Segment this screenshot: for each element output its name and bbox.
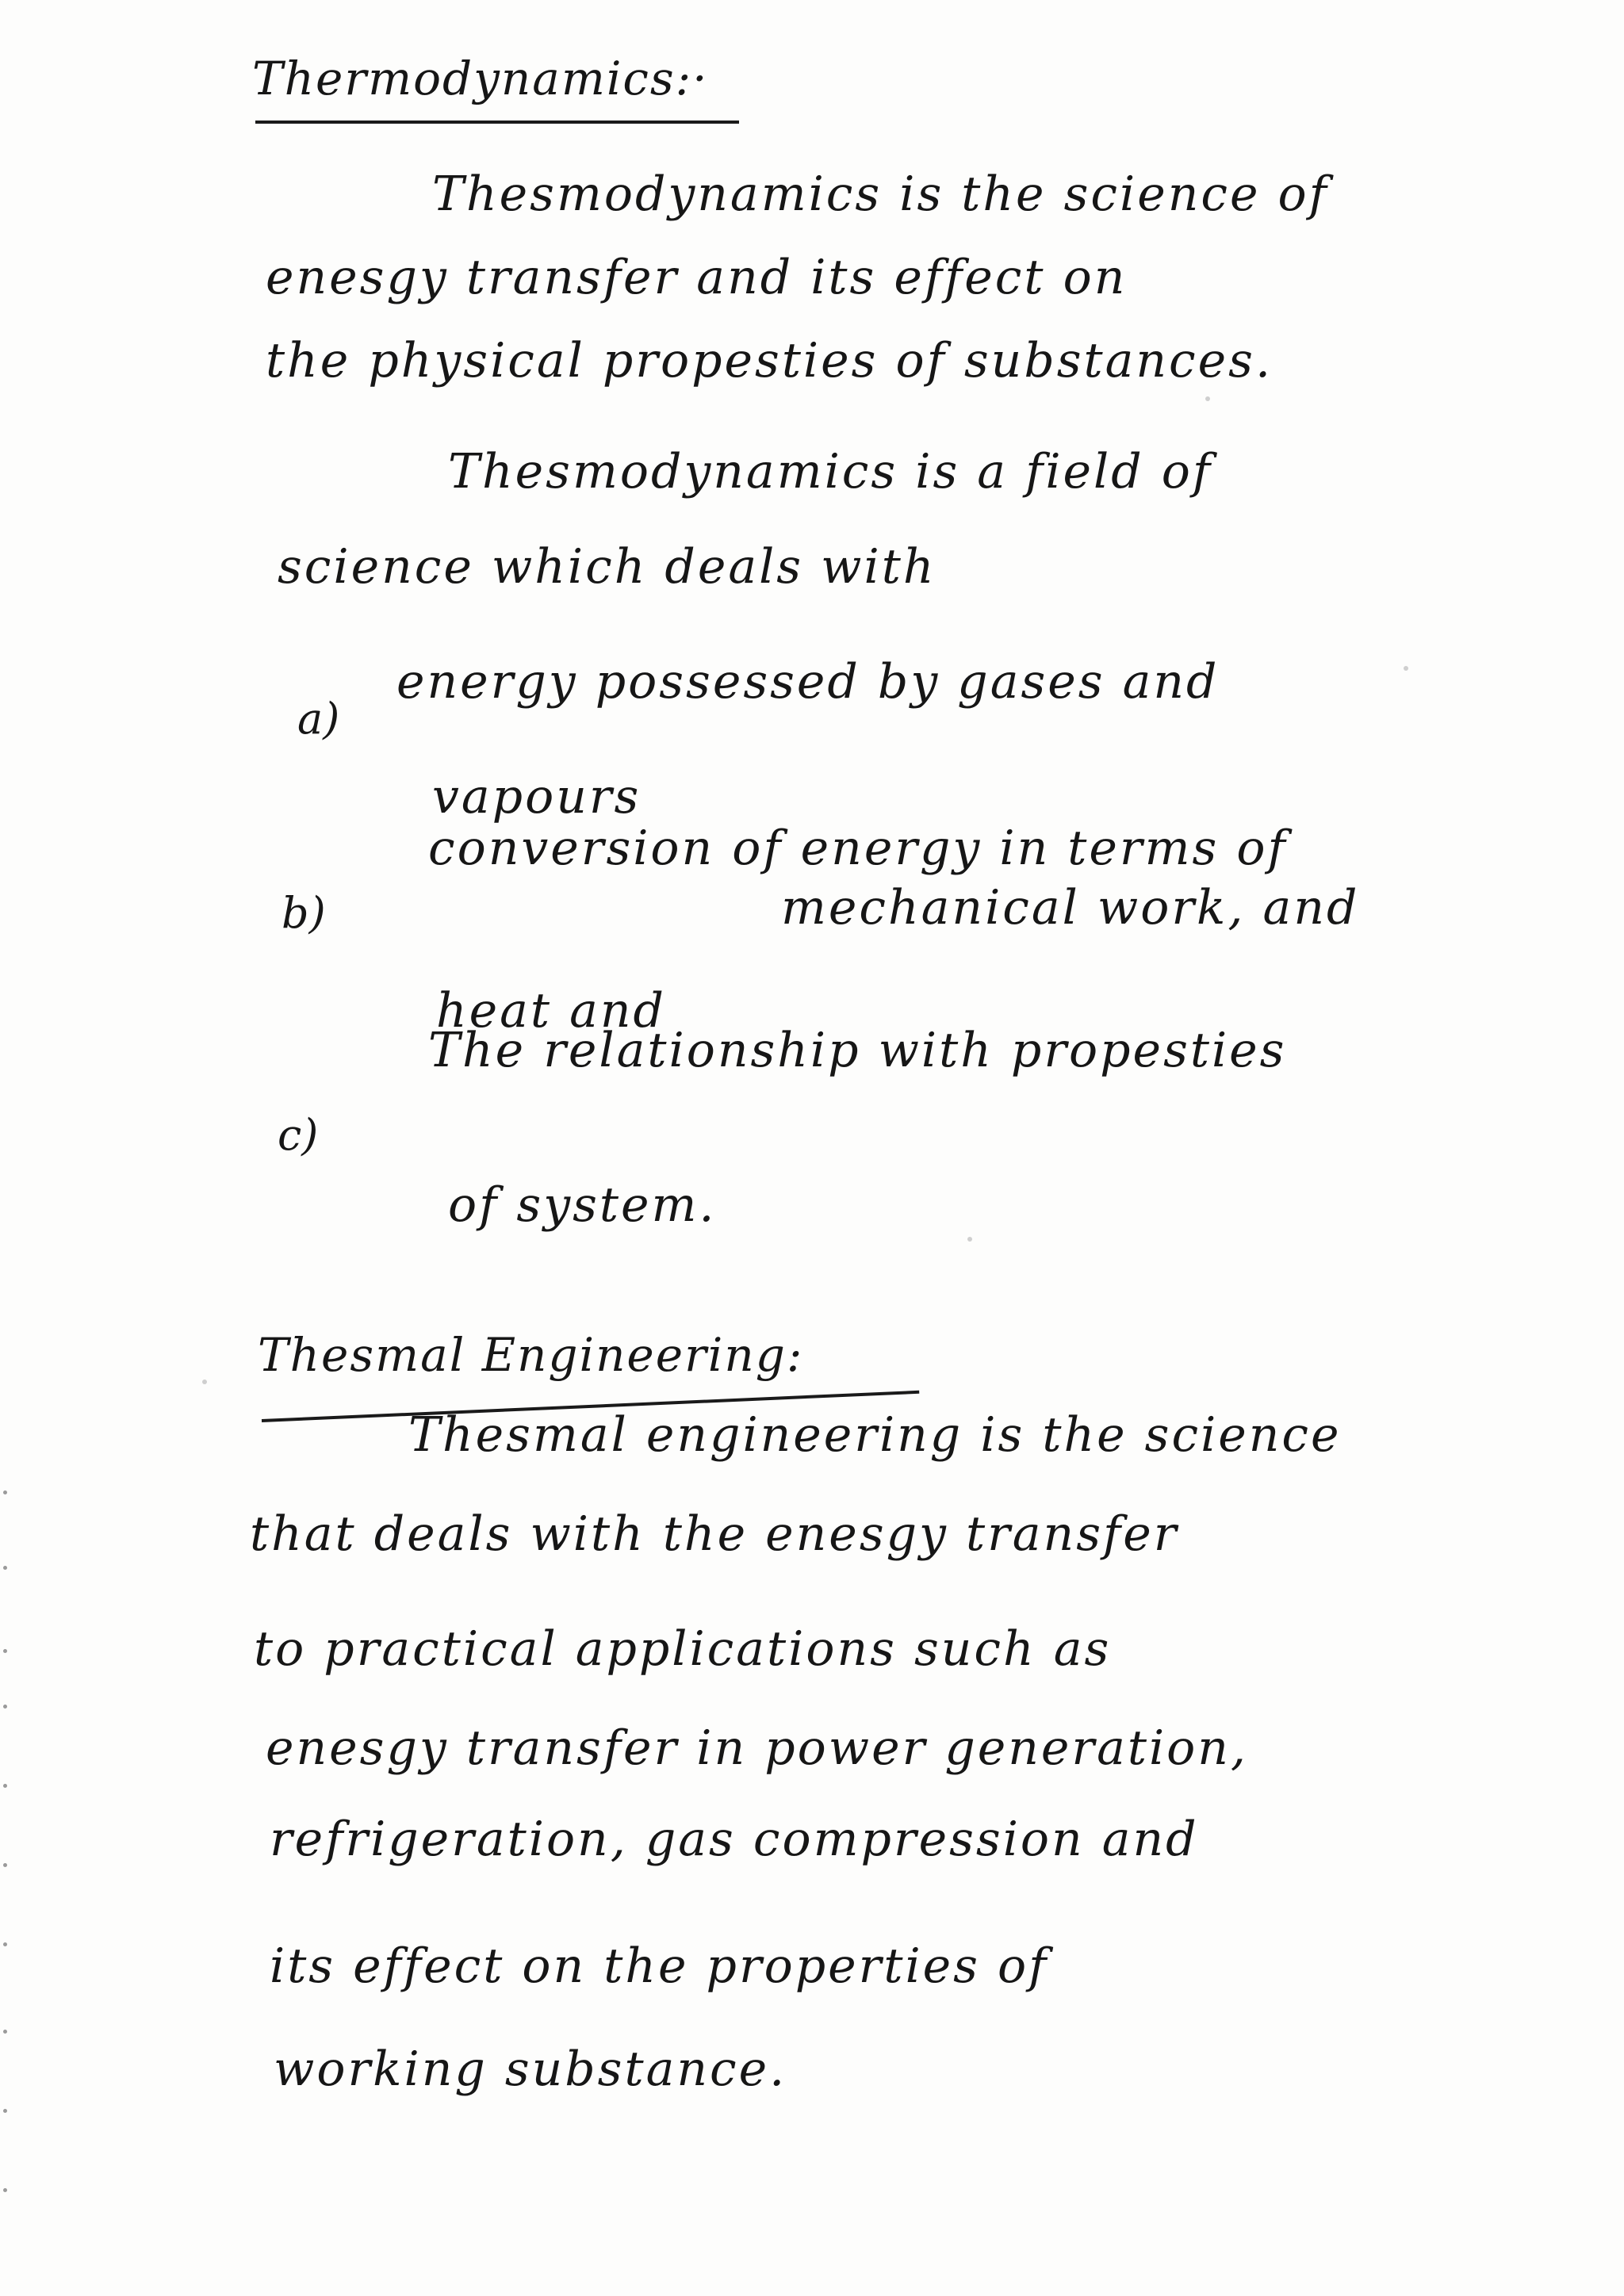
para3-line-6: its effect on the properties of: [270, 1938, 1049, 1994]
binder-mark: [3, 1649, 7, 1653]
item-b-label: b): [282, 888, 326, 938]
thermodynamics-heading-underline: [255, 121, 739, 124]
binder-mark: [3, 1784, 7, 1788]
para2-line-1: Thesmodynamics is a field of: [448, 444, 1213, 499]
binder-mark: [3, 1490, 7, 1494]
binder-mark: [3, 1942, 7, 1946]
scan-speck: [1205, 396, 1210, 401]
binder-mark: [3, 1566, 7, 1570]
para1-line-1: Thesmodynamics is the science of: [432, 166, 1329, 222]
item-a-label: a): [297, 694, 340, 744]
item-c-line-1: The relationship with propesties: [428, 1023, 1287, 1078]
binder-mark: [3, 2030, 7, 2034]
item-a-line-2: vapours: [432, 769, 642, 825]
para3-line-7: working substance.: [274, 2042, 787, 2097]
para2-line-2: science which deals with: [278, 539, 936, 595]
para3-line-4: enesgy transfer in power generation,: [266, 1720, 1249, 1776]
para3-line-5: refrigeration, gas compression and: [270, 1812, 1199, 1867]
binder-mark: [3, 2188, 7, 2192]
thermal-engineering-heading: Thesmal Engineering:: [258, 1328, 804, 1382]
binder-mark: [3, 2109, 7, 2113]
para3-line-2: that deals with the enesgy transfer: [250, 1506, 1179, 1562]
binder-mark: [3, 1863, 7, 1867]
para1-line-2: enesgy transfer and its effect on: [266, 250, 1128, 305]
item-c-label: c): [278, 1110, 319, 1160]
scan-speck: [967, 1237, 972, 1242]
para1-line-3: the physical propesties of substances.: [266, 333, 1274, 388]
scan-speck: [1404, 666, 1408, 671]
binder-mark: [3, 1705, 7, 1709]
item-b-line-1: conversion of energy in terms of: [428, 821, 1288, 876]
scan-speck: [202, 1380, 207, 1384]
item-b-line-2: mechanical work, and: [781, 880, 1360, 936]
para3-line-1: Thesmal engineering is the science: [408, 1407, 1342, 1463]
thermodynamics-heading: Thermodynamics:·: [252, 52, 709, 105]
item-b-line-3: heat and: [436, 983, 666, 1039]
para3-line-3: to practical applications such as: [254, 1621, 1112, 1677]
item-a-line-1: energy possessed by gases and: [396, 654, 1220, 710]
item-c-line-2: of system.: [448, 1177, 717, 1233]
